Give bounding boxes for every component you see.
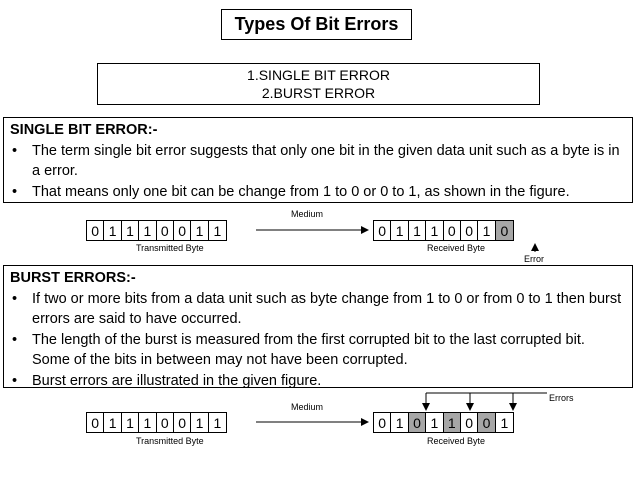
bit-cell: 0 [157, 221, 174, 240]
single-bit-error-heading: SINGLE BIT ERROR:- [10, 122, 158, 138]
bullet-item: • The term single bit error suggests that only one bit in the given data unit such as a byte is in a error. [10, 141, 626, 182]
bit-cell: 0 [157, 413, 174, 432]
bit-cell: 1 [209, 221, 226, 240]
bit-cell: 1 [444, 413, 461, 432]
bullet-item: • The length of the burst is measured from the first corrupted bit to the last corrupted bit. Some of the bits in between may not have been corrupted. [10, 330, 626, 371]
bit-cell: 1 [122, 221, 139, 240]
bit-cell: 0 [461, 413, 478, 432]
bit-cell: 0 [87, 221, 104, 240]
error-type-item: 1.SINGLE BIT ERROR [247, 67, 390, 83]
errors-label: Errors [549, 393, 574, 403]
bullet-item: • That means only one bit can be change from 1 to 0 or 0 to 1, as shown in the figure. [10, 182, 626, 203]
bit-cell: 1 [191, 221, 208, 240]
bit-cell: 1 [191, 413, 208, 432]
bit-cell: 0 [478, 413, 495, 432]
error-type-item: 2.BURST ERROR [261, 85, 376, 101]
transmitted-byte-label: Transmitted Byte [136, 436, 204, 446]
bit-cell: 1 [139, 413, 156, 432]
bit-cell: 0 [374, 221, 391, 240]
bit-cell: 0 [444, 221, 461, 240]
transmitted-byte-label: Transmitted Byte [136, 243, 204, 253]
bit-cell: 0 [461, 221, 478, 240]
medium-label: Medium [291, 209, 324, 219]
bit-cell: 0 [496, 221, 513, 240]
bullet-item: • If two or more bits from a data unit such as byte change from 1 to 0 or from 0 to 1 then burst errors are said to have occurred. [10, 289, 626, 330]
bit-cell: 1 [426, 413, 443, 432]
bullet-item: • Burst errors are illustrated in the given figure. [10, 371, 626, 392]
bit-cell: 0 [174, 221, 191, 240]
bit-cell: 1 [391, 413, 408, 432]
bit-cell: 0 [374, 413, 391, 432]
bit-cell: 1 [122, 413, 139, 432]
bit-cell: 0 [87, 413, 104, 432]
bit-cell: 0 [409, 413, 426, 432]
received-byte-label: Received Byte [427, 243, 486, 253]
bit-cell: 1 [104, 221, 121, 240]
medium-label: Medium [291, 402, 324, 412]
bit-cell: 1 [391, 221, 408, 240]
page-title: Types Of Bit Errors [221, 9, 412, 40]
error-label: Error [524, 254, 544, 264]
received-byte-label: Received Byte [427, 436, 486, 446]
burst-error-heading: BURST ERRORS:- [10, 270, 136, 286]
bit-cell: 0 [174, 413, 191, 432]
bit-cell: 1 [104, 413, 121, 432]
bit-cell: 1 [478, 221, 495, 240]
bit-cell: 1 [139, 221, 156, 240]
bit-cell: 1 [209, 413, 226, 432]
bit-cell: 1 [496, 413, 513, 432]
bit-cell: 1 [409, 221, 426, 240]
bit-cell: 1 [426, 221, 443, 240]
